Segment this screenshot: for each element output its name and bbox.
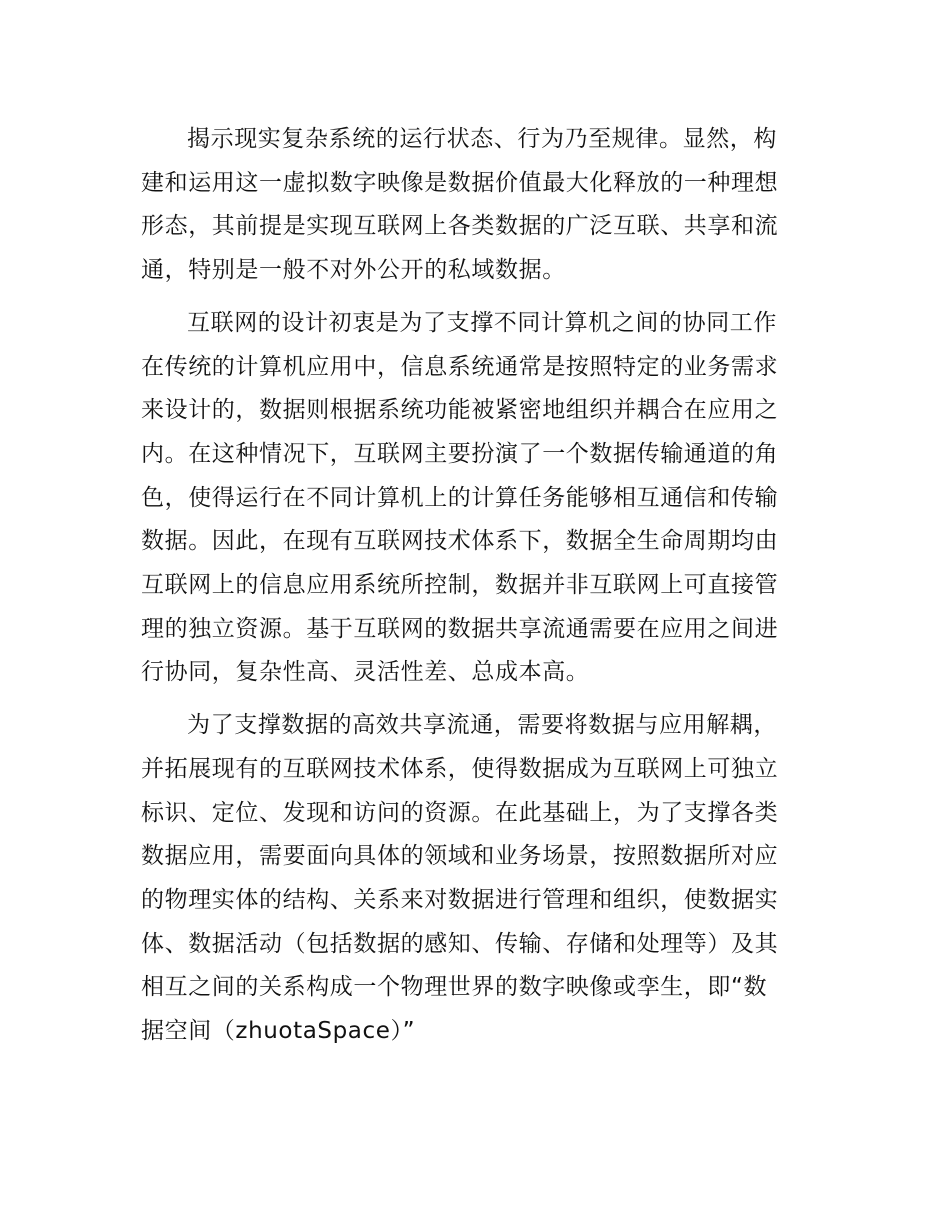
text-line: 通，特别是一般不对外公开的私域数据。 (141, 257, 566, 284)
paragraph-3 (141, 704, 811, 1054)
text-line: 行协同，复杂性高、灵活性差、总成本高。 (141, 659, 590, 686)
text-line: 色，使得运行在不同计算机上的计算任务能够相互通信和传输 (141, 484, 779, 511)
text-line: 为了支撑数据的高效共享流通，需要将数据与应用解耦， (187, 712, 777, 739)
text-line: 数据应用，需要面向具体的领域和业务场景，按照数据所对应 (141, 843, 779, 870)
paragraph-2 (141, 302, 811, 695)
text-line: 内。在这种情况下，互联网主要扮演了一个数据传输通道的角 (141, 440, 779, 467)
text-line: 互联网的设计初衷是为了支撑不同计算机之间的协同工作 (187, 309, 777, 336)
text-line: 数据。因此，在现有互联网技术体系下，数据全生命周期均由 (141, 528, 779, 555)
text-line: 揭示现实复杂系统的运行状态、行为乃至规律。显然，构 (187, 126, 777, 152)
text-line: 据空间（zhuotaSpace）” (141, 1018, 416, 1045)
text-line: 建和运用这一虚拟数字映像是数据价值最大化释放的一种理想 (141, 169, 779, 196)
text-line: 互联网上的信息应用系统所控制，数据并非互联网上可直接管 (141, 572, 779, 599)
text-line: 体、数据活动（包括数据的感知、传输、存储和处理等）及其 (141, 930, 779, 957)
paragraph-1 (141, 118, 811, 293)
text-line: 来设计的，数据则根据系统功能被紧密地组织并耦合在应用之 (141, 397, 779, 424)
text-line: 理的独立资源。基于互联网的数据共享流通需要在应用之间进 (141, 615, 779, 642)
document-page (141, 118, 811, 1063)
text-line: 相互之间的关系构成一个物理世界的数字映像或孪生，即“数 (141, 974, 768, 1001)
text-line: 的物理实体的结构、关系来对数据进行管理和组织，使数据实 (141, 886, 779, 913)
text-line: 标识、定位、发现和访问的资源。在此基础上，为了支撑各类 (141, 799, 779, 826)
text-line: 形态，其前提是实现互联网上各类数据的广泛互联、共享和流 (141, 213, 779, 240)
text-line: 并拓展现有的互联网技术体系，使得数据成为互联网上可独立 (141, 755, 779, 782)
text-line: 在传统的计算机应用中，信息系统通常是按照特定的业务需求 (141, 353, 779, 380)
